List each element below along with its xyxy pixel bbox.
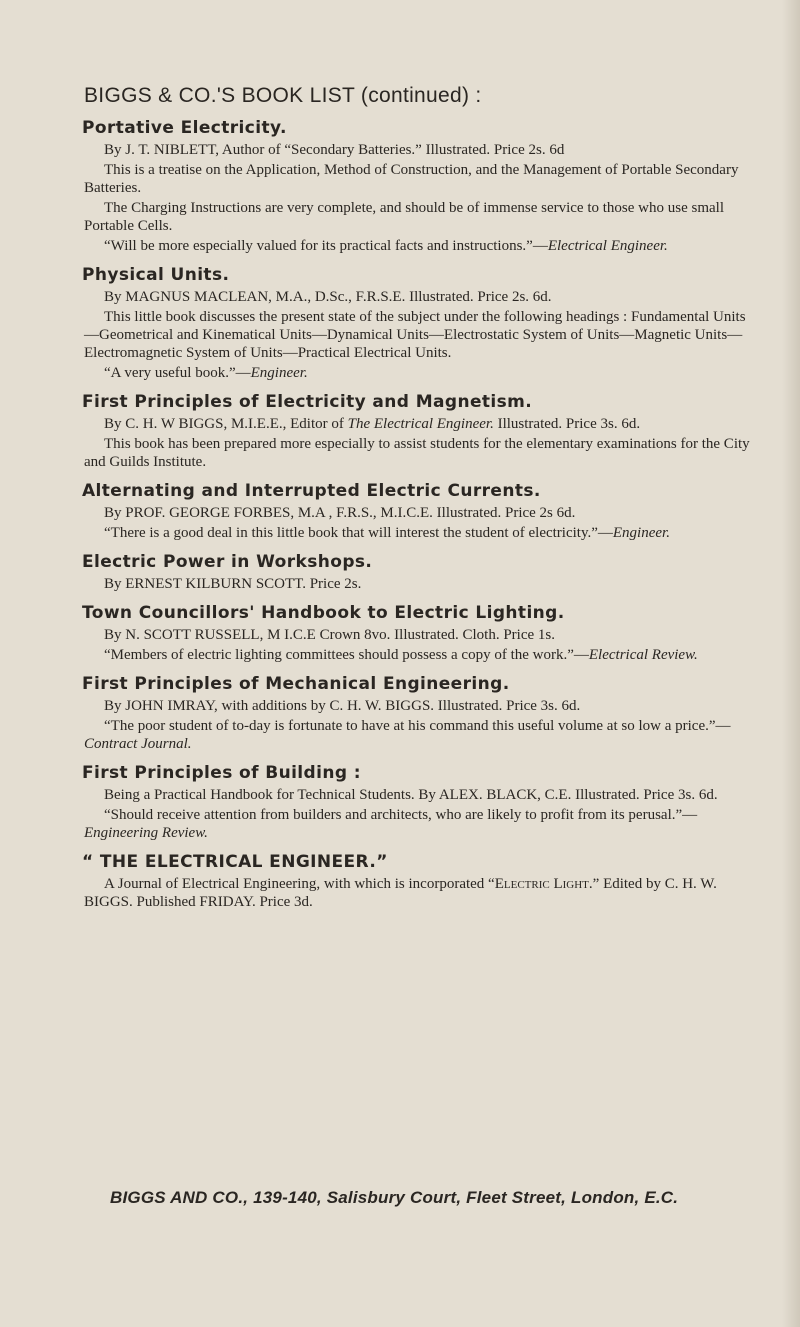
book-title: First Principles of Electricity and Magnetism.: [82, 392, 533, 412]
book-review: [84, 646, 754, 664]
book-description: This is a treatise on the Application, Method of Construction, and the Management of Portable Secondary Batteries.: [84, 162, 739, 196]
review-quote: “Should receive attention from builders and architects, who are likely to profit from its perusal.”—: [104, 807, 698, 823]
book-byline: By ERNEST KILBURN SCOTT. Price 2s.: [104, 576, 362, 592]
journal-title: “ THE ELECTRICAL ENGINEER.”: [82, 852, 388, 872]
book-review: [84, 524, 754, 542]
book-entry-portative-electricity: [84, 118, 754, 255]
book-byline: By N. SCOTT RUSSELL, M I.C.E Crown 8vo. Illustrated. Cloth. Price 1s.: [104, 627, 555, 643]
publisher-footer: BIGGS AND CO., 139-140, Salisbury Court, Fleet Street, London, E.C.: [110, 1188, 679, 1207]
journal-text: A Journal of Electrical Engineering, with which is incorporated “: [104, 876, 495, 892]
book-entry-electric-power: [84, 552, 754, 593]
review-source: Electrical Engineer.: [547, 238, 668, 254]
book-entry-physical-units: [84, 265, 754, 382]
page-edge-shadow: [782, 0, 800, 1327]
book-entry-town-councillors: [84, 603, 754, 664]
book-title: Portative Electricity.: [82, 118, 287, 138]
book-byline: By PROF. GEORGE FORBES, M.A , F.R.S., M.I.C.E. Illustrated. Price 2s 6d.: [104, 505, 576, 521]
book-byline: [84, 415, 754, 433]
byline-text: By C. H. W BIGGS, M.I.E.E., Editor of: [104, 416, 344, 432]
book-byline: Being a Practical Handbook for Technical Students. By ALEX. BLACK, C.E. Illustrated. Price 3s. 6d.: [104, 787, 718, 803]
journal-title: The Electrical Engineer.: [347, 416, 494, 432]
review-quote: “A very useful book.”—: [104, 365, 251, 381]
book-description: The Charging Instructions are very complete, and should be of immense service to those who use small Portable Cells.: [84, 200, 724, 234]
review-source: Contract Journal.: [84, 736, 192, 752]
book-description: This little book discusses the present state of the subject under the following headings : Fundamental Units—Geometrical and Kinematical Units—Dynamical Units—Electrostatic System of Units—Magnetic Units—Electromagnetic System of Units—Practical Electrical Units.: [84, 309, 746, 361]
book-title: Physical Units.: [82, 265, 230, 285]
review-quote: “Will be more especially valued for its practical facts and instructions.”—: [104, 238, 548, 254]
book-title: Town Councillors' Handbook to Electric Lighting.: [82, 603, 565, 623]
review-source: Electrical Review.: [588, 647, 698, 663]
book-entry-mechanical-engineering: [84, 674, 754, 753]
review-quote: “There is a good deal in this little book that will interest the student of electricity.”—: [104, 525, 613, 541]
book-title: Electric Power in Workshops.: [82, 552, 373, 572]
book-review: [84, 237, 754, 255]
book-entry-building: [84, 763, 754, 842]
book-review: [84, 364, 754, 382]
book-byline: By MAGNUS MACLEAN, M.A., D.Sc., F.R.S.E. Illustrated. Price 2s. 6d.: [104, 289, 552, 305]
book-entry-electricity-magnetism: [84, 392, 754, 471]
book-list: [84, 84, 754, 913]
review-source: Engineering Review.: [84, 825, 208, 841]
book-entry-alternating-currents: [84, 481, 754, 542]
journal-text-end: .” Edited by C. H. W. BIGGS. Published FRIDAY. Price 3d.: [84, 876, 717, 910]
journal-entry-electrical-engineer: [84, 852, 754, 911]
book-title: First Principles of Building :: [82, 763, 361, 783]
book-byline: By JOHN IMRAY, with additions by C. H. W. BIGGS. Illustrated. Price 3s. 6d.: [104, 698, 581, 714]
incorporated-title: Electric Light: [494, 876, 589, 892]
review-source: Engineer.: [612, 525, 670, 541]
book-title: First Principles of Mechanical Engineering.: [82, 674, 510, 694]
review-quote: “Members of electric lighting committees should possess a copy of the work.”—: [104, 647, 589, 663]
book-title: Alternating and Interrupted Electric Currents.: [82, 481, 541, 501]
book-review: [84, 806, 754, 842]
review-source: Engineer.: [250, 365, 308, 381]
book-description: This book has been prepared more especially to assist students for the elementary examinations for the City and Guilds Institute.: [84, 436, 750, 470]
review-quote: “The poor student of to-day is fortunate to have at his command this useful volume at so low a price.”—: [104, 718, 731, 734]
byline-price: Illustrated. Price 3s. 6d.: [497, 416, 641, 432]
book-review: [84, 717, 754, 753]
journal-description: [84, 875, 754, 911]
book-byline: By J. T. NIBLETT, Author of “Secondary Batteries.” Illustrated. Price 2s. 6d: [104, 142, 565, 158]
page-header: BIGGS & CO.'S BOOK LIST (continued) :: [84, 84, 482, 107]
